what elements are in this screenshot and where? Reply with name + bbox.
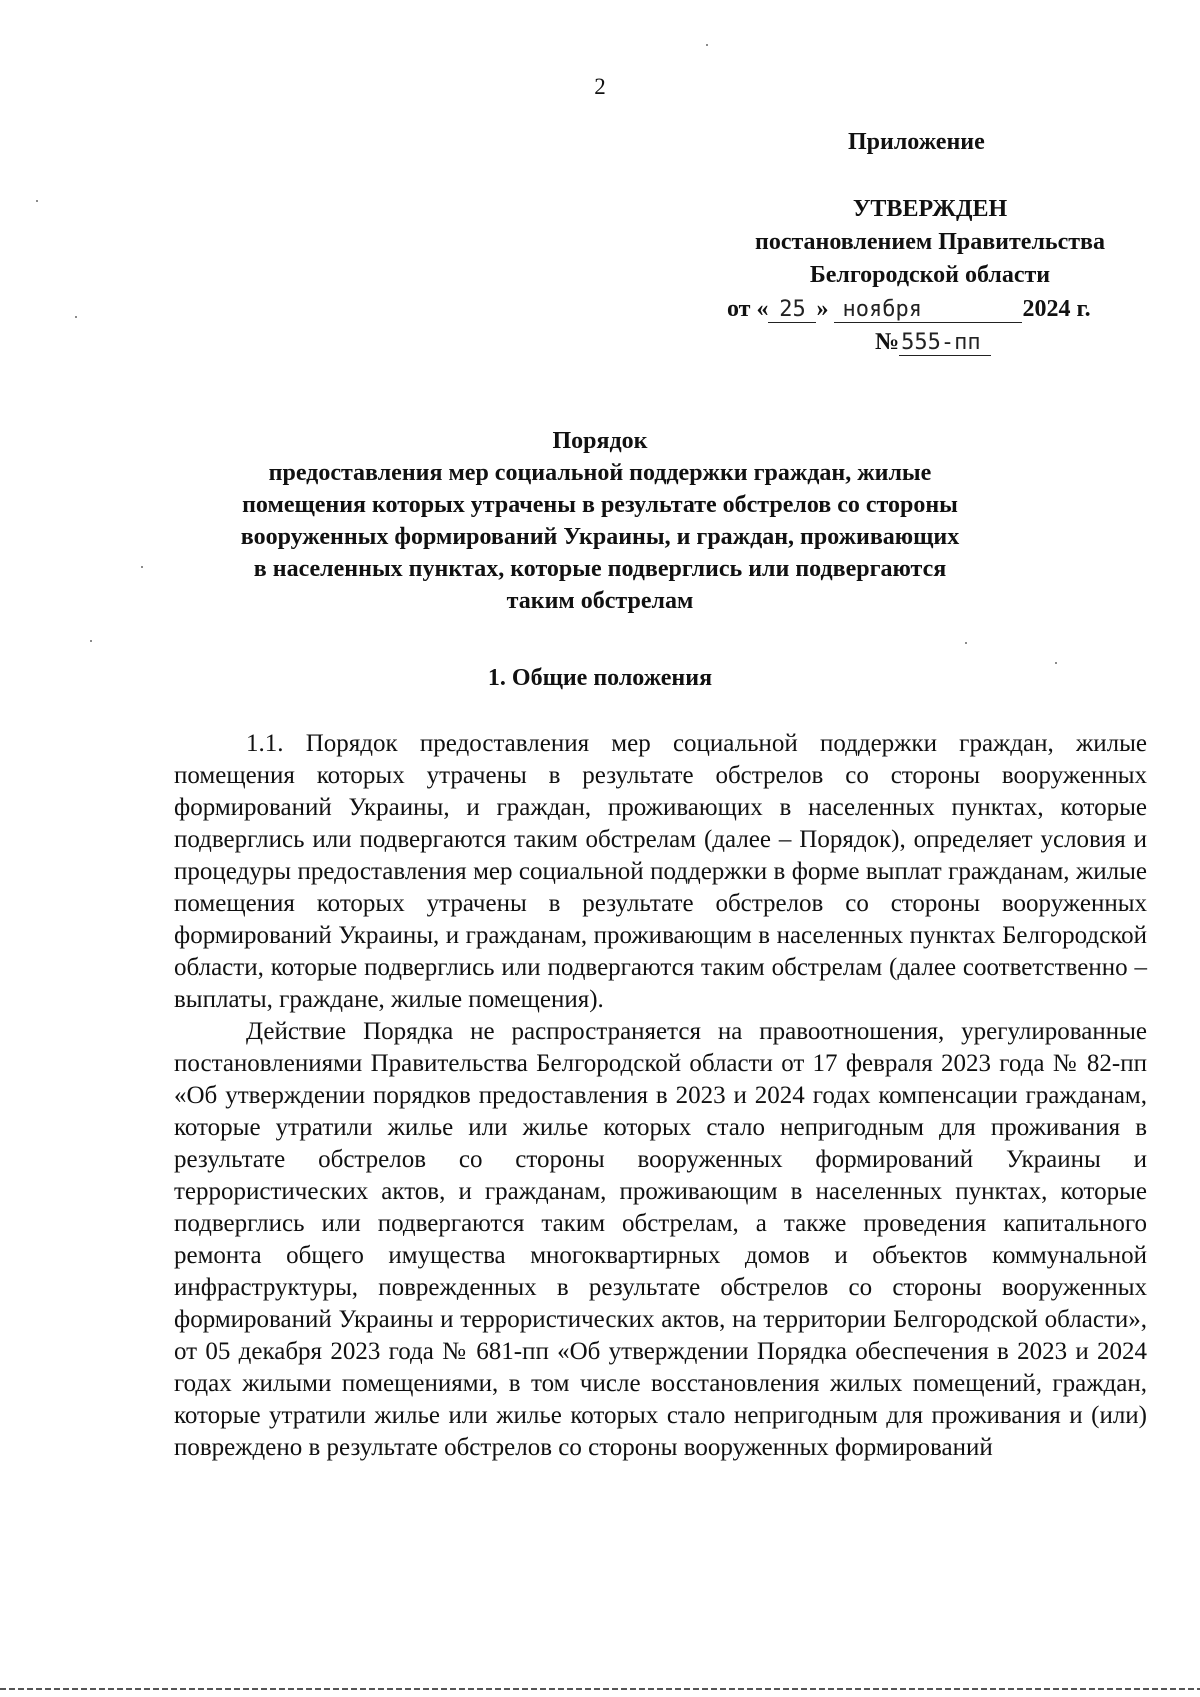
title-line-6: таким обстрелам [506,588,694,614]
scan-speck [965,642,967,644]
day-field: 25 [768,298,816,323]
title-line-4: вооруженных формирований Украины, и граждан, проживающих [240,524,960,550]
scan-speck [36,200,38,202]
approval-stamp-block [690,193,1170,292]
scan-speck [1055,662,1057,664]
title-line-2: предоставления мер социальной поддержки граждан, жилые [268,460,932,486]
month-field: ноября [834,298,1022,323]
number-prefix: № [875,329,900,355]
title-line-1: Порядок [552,428,648,454]
page-number: 2 [594,74,606,99]
paragraph-2: Действие Порядка не распространяется на правоотношения, урегулированные постановлениями Правительства Белгородской области от 17 февраля 2023 года № 82-пп «Об утверждении порядков предоставления в 2023 и 2024 годах компенсации гражданам, которые утратили жилье или жилье которых стало непригодным для проживания в результате обстрелов со стороны вооруженных формирований Украины и террористических актов, и гражданам, проживающим в населенных пунктах, которые подверглись или подвергаются таким обстрелам, а также проведения капитального ремонта общего имущества многоквартирных домов и объектов коммунальной инфраструктуры, поврежденных в результате обстрелов со стороны вооруженных формирований Украины и террористических актов, на территории Белгородской области», от 05 декабря 2023 года № 681-пп «Об утверждении Порядка обеспечения в 2023 и 2024 годах жилыми помещениями, в том числе восстановления жилых помещений, граждан, которые утратили жилье или жилье которых стало непригодным для проживания и (или) повреждено в результате обстрелов со стороны вооруженных формирований [174,1018,1147,1461]
section-heading: 1. Общие положения [487,665,713,691]
approval-date-line [727,296,1091,323]
scan-speck [75,316,77,318]
scan-speck [141,566,143,568]
paragraph-1: 1.1. Порядок предоставления мер социальной поддержки граждан, жилые помещения которых утрачены в результате обстрелов со стороны вооруженных формирований Украины, и граждан, проживающих в населенных пунктах, которые подверглись или подвергаются таким обстрелам (далее – Порядок), определяет условия и процедуры предоставления мер социальной поддержки в форме выплат гражданам, жилые помещения которых утрачены в результате обстрелов со стороны вооруженных формирований Украины, и гражданам, проживающим в населенных пунктах Белгородской области, которые подверглись или подвергаются таким обстрелам (далее соответственно – выплаты, граждане, жилые помещения). [174,730,1147,1013]
approval-line-1: постановлением Правительства [754,229,1105,255]
body-text [174,728,1147,1464]
scan-speck [90,640,92,642]
approval-number-line [875,329,991,356]
date-prefix: от « [727,296,769,322]
title-line-3: помещения которых утрачены в результате обстрелов со стороны [242,492,958,518]
scan-edge-line [0,1688,1200,1690]
appendix-label: Приложение [848,129,985,155]
number-field: 555-пп [899,331,991,356]
document-title [180,425,1020,617]
scan-speck [706,44,708,46]
year-label: 2024 г. [1022,296,1091,322]
title-line-5: в населенных пунктах, которые подверглись или подвергаются [253,556,947,582]
date-mid: » [816,296,829,322]
approval-line-2: Белгородской области [809,262,1051,288]
approved-label: УТВЕРЖДЕН [852,196,1008,222]
